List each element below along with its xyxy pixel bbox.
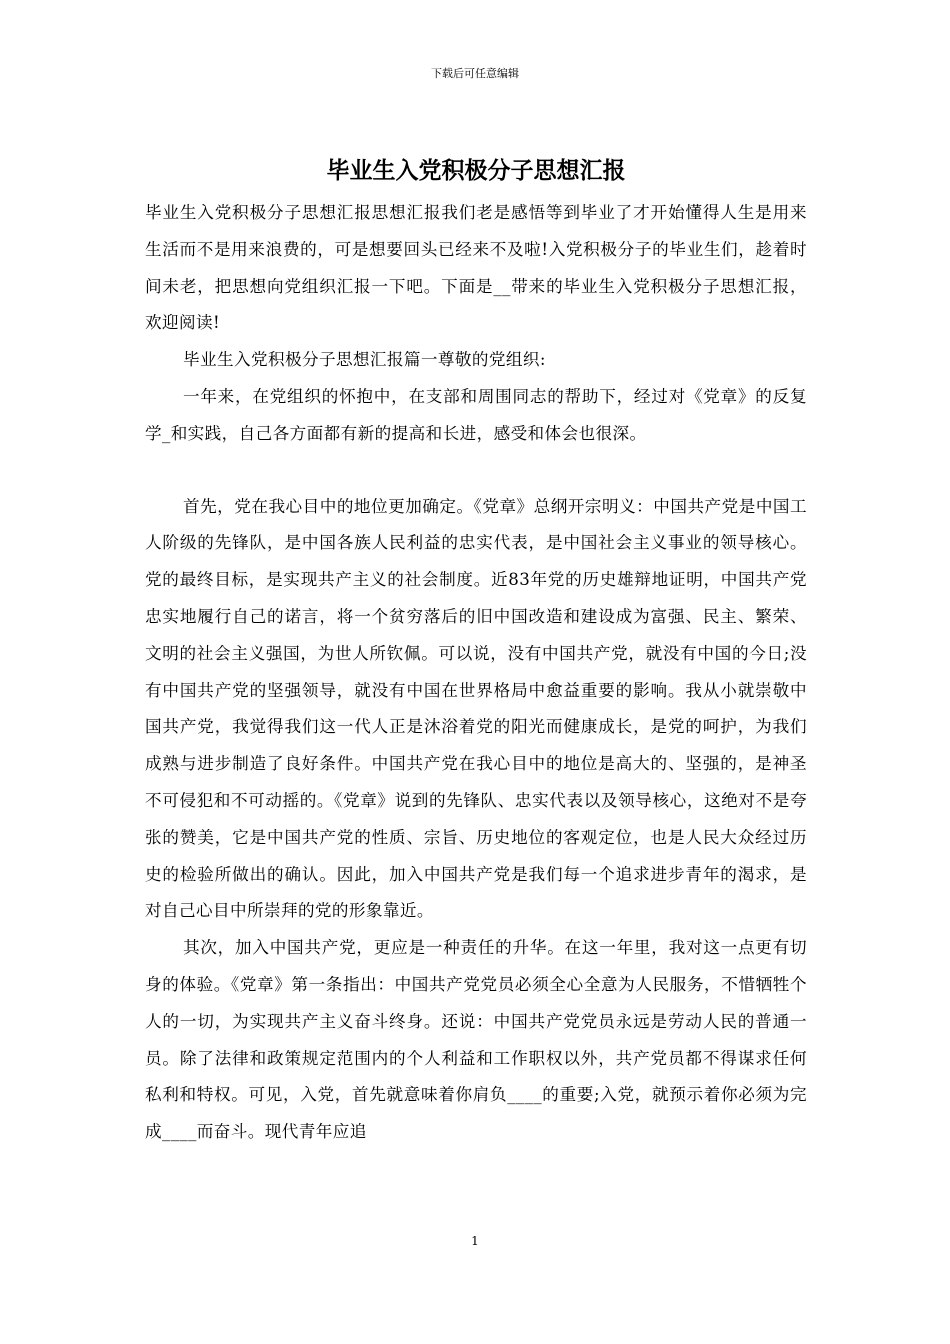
paragraph-first-point: 首先，党在我心目中的地位更加确定。《党章》总纲开宗明义：中国共产党是中国工人阶级的先锋队，是中国各族人民利益的忠实代表，是中国社会主义事业的领导核心。党的最终目标，是实现共产主义的社会制度。近83年党的历史雄辩地证明，中国共产党忠实地履行自己的诺言，将一个贫穷落后的旧中国改造和建设成为富强、民主、繁荣、文明的社会主义强国，为世人所钦佩。可以说，没有中国共产党，就没有中国的今日;没有中国共产党的坚强领导，就没有中国在世界格局中愈益重要的影响。我从小就崇敬中国共产党，我觉得我们这一代人正是沐浴着党的阳光而健康成长，是党的呵护，为我们成熟与进步制造了良好条件。中国共产党在我心目中的地位是高大的、坚强的，是神圣不可侵犯和不可动摇的。《党章》说到的先锋队、忠实代表以及领导核心，这绝对不是夸张的赞美，它是中国共产党的性质、宗旨、历史地位的客观定位，也是人民大众经过历史的检验所做出的确认。因此，加入中国共产党是我们每一个追求进步青年的渴求，是对自己心目中所崇拜的党的形象靠近。 — [145, 496, 807, 921]
paragraph-second-point: 其次，加入中国共产党，更应是一种责任的升华。在这一年里，我对这一点更有切身的体验。《党章》第一条指出：中国共产党党员必须全心全意为人民服务，不惜牺牲个人的一切，为实现共产主义奋斗终身。还说：中国共产党党员永远是劳动人民的普通一员。除了法律和政策规定范围内的个人利益和工作职权以外，共产党员都不得谋求任何私利和特权。可见，入党，首先就意味着你肩负____的重要;入党，就预示着你必须为完成____而奋斗。现代青年应追 — [145, 938, 807, 1142]
header-note: 下载后可任意编辑 — [431, 67, 519, 80]
paragraph-opening: 一年来，在党组织的怀抱中，在支部和周围同志的帮助下，经过对《党章》的反复学_和实践，自己各方面都有新的提高和长进，感受和体会也很深。 — [145, 386, 807, 443]
page-number: 1 — [471, 1234, 479, 1248]
document-body — [145, 195, 807, 1151]
document-title: 毕业生入党积极分子思想汇报 — [326, 158, 626, 184]
paragraph-salutation: 毕业生入党积极分子思想汇报篇一尊敬的党组织: — [183, 350, 546, 370]
paragraph-intro: 毕业生入党积极分子思想汇报思想汇报我们老是感悟等到毕业了才开始懂得人生是用来生活而不是用来浪费的，可是想要回头已经来不及啦!入党积极分子的毕业生们，趁着时间未老，把思想向党组织汇报一下吧。下面是__带来的毕业生入党积极分子思想汇报，欢迎阅读! — [145, 203, 807, 333]
